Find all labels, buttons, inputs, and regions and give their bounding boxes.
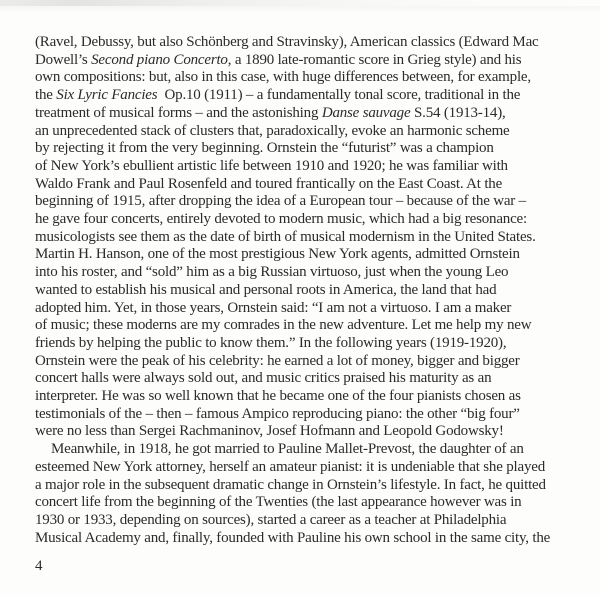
text-segment: Op.10 (1911) – a fundamentally tonal score, traditional in the [157, 87, 521, 104]
text-segment: adopted him. Yet, in those years, Ornstein said: “I am not a virtuoso. I am a maker [35, 299, 512, 316]
text-segment: wanted to establish his musical and personal roots in America, the land that had [35, 281, 497, 298]
text-segment: treatment of musical forms – and the astonishing [35, 104, 322, 121]
text-line [35, 459, 575, 477]
text-line [35, 105, 575, 123]
text-line [35, 353, 575, 371]
text-line [35, 211, 575, 229]
italic-text-segment: Danse sauvage [321, 104, 411, 121]
text-segment: own compositions: but, also in this case, with huge differences between, for example, [35, 69, 531, 86]
text-line [35, 406, 575, 424]
text-line [35, 34, 575, 52]
text-segment: were no less than Sergei Rachmaninov, Josef Hofmann and Leopold Godowsky! [35, 423, 504, 440]
text-line [35, 317, 575, 335]
page-number: 4 [35, 558, 43, 574]
text-line [35, 388, 575, 406]
text-segment: Ornstein were the peak of his celebrity: he earned a lot of money, bigger and bigger [35, 352, 520, 369]
text-segment: the [35, 87, 57, 104]
text-segment: beginning of 1915, after dropping the idea of a European tour – because of the war – [35, 193, 526, 210]
text-segment: (Ravel, Debussy, but also Schönberg and Stravinsky), American classics (Edward Mac [35, 34, 539, 50]
text-segment: he gave four concerts, entirely devoted to modern music, which had a big resonance: [35, 211, 527, 228]
text-line [35, 512, 575, 530]
text-segment: musicologists see them as the date of birth of musical modernism in the United States. [35, 228, 536, 245]
text-line [35, 300, 575, 318]
text-line [35, 264, 575, 282]
text-line [35, 229, 575, 247]
text-line [35, 494, 575, 512]
text-segment: Meanwhile, in 1918, he got married to Pauline Mallet-Prevost, the daughter of an [51, 441, 524, 458]
text-line [35, 423, 575, 441]
text-line [35, 370, 575, 388]
text-segment: esteemed New York attorney, herself an amateur pianist: it is undeniable that she played [35, 458, 546, 475]
text-line [35, 441, 575, 459]
text-line [35, 87, 575, 105]
text-line [35, 282, 575, 300]
text-segment: a major role in the subsequent dramatic change in Ornstein’s lifestyle. In fact, he quitted [35, 476, 546, 493]
text-line [35, 140, 575, 158]
text-segment: concert halls were always sold out, and music critics praised his maturity as an [35, 370, 492, 387]
text-segment: concert life from the beginning of the Twenties (the last appearance however was in [35, 494, 522, 511]
text-line [35, 158, 575, 176]
scan-edge-soft-artifact [0, 6, 600, 14]
text-segment: by rejecting it from the very beginning. Ornstein the “futurist” was a champion [35, 140, 494, 157]
text-line [35, 530, 575, 548]
italic-text-segment: Six Lyric Fancies [56, 87, 158, 104]
text-segment: Martin H. Hanson, one of the most prestigious New York agents, admitted Ornstein [35, 246, 520, 263]
text-line [35, 335, 575, 353]
text-line [35, 193, 575, 211]
text-segment: 1930 or 1933, depending on sources), started a career as a teacher at Philadelphia [35, 511, 507, 528]
text-segment: , a 1890 late-romantic score in Grieg style) and his [227, 51, 522, 68]
text-line [35, 477, 575, 495]
text-line [35, 123, 575, 141]
text-segment: of New York’s ebullient artistic life between 1910 and 1920; he was familiar with [35, 157, 508, 174]
text-segment: Waldo Frank and Paul Rosenfeld and toured frantically on the East Coast. At the [35, 175, 503, 192]
text-segment: an unprecedented stack of clusters that, paradoxically, evoke an harmonic scheme [35, 122, 510, 139]
paragraph [35, 441, 575, 547]
text-segment: into his roster, and “sold” him as a big Russian virtuoso, just when the young Leo [35, 264, 509, 281]
text-segment: of music; these moderns are my comrades in the new adventure. Let me help my new [35, 317, 532, 334]
paragraph [35, 34, 575, 441]
text-line [35, 69, 575, 87]
text-segment: Musical Academy and, finally, founded with Pauline his own school in the same city, the [35, 529, 551, 546]
text-segment: friends by helping the public to know them.” In the following years (1919-1920), [35, 334, 507, 351]
text-line [35, 246, 575, 264]
text-line [35, 176, 575, 194]
text-segment: testimonials of the – then – famous Ampico reproducing piano: the other “big four” [35, 405, 520, 422]
text-segment: S.54 (1913-14), [410, 104, 506, 121]
text-line [35, 52, 575, 70]
italic-text-segment: Second piano Concerto [91, 51, 228, 68]
text-segment: Dowell’s [35, 51, 92, 68]
text-segment: interpreter. He was so well known that he became one of the four pianists chosen as [35, 388, 521, 405]
text-block [35, 34, 575, 547]
